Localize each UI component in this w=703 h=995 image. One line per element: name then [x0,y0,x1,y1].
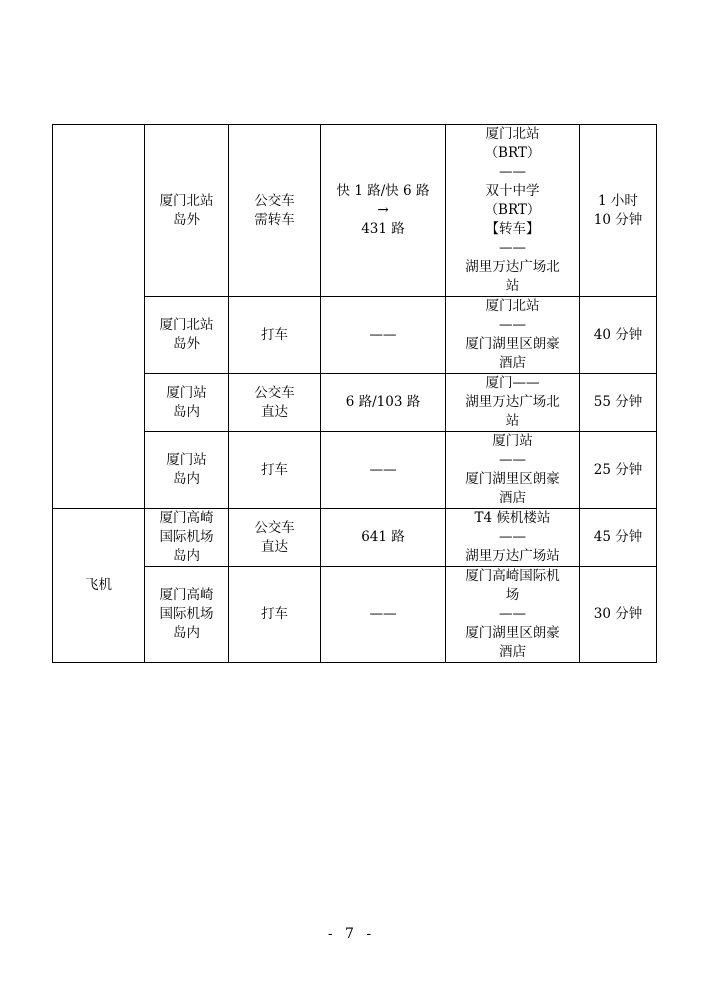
origin-line: 岛内 [173,471,200,487]
origin-line: 岛内 [173,403,200,420]
duration-cell [580,374,657,432]
route-cell [446,297,580,374]
duration-cell [580,297,657,374]
route-line: 湖里万达广场站 [465,548,560,564]
duration-line: 40 分钟 [593,326,643,343]
line-line: —— [369,606,397,622]
transport-route-table [52,124,657,663]
route-line: 站 [505,278,520,294]
origin-cell [145,567,229,663]
route-line: 厦门高崎国际机 [465,568,560,584]
route-line: 湖里万达广场北 [465,394,560,410]
method-line: 需转车 [254,211,295,228]
mode-cell [53,125,145,509]
origin-line: 国际机场 [159,529,214,545]
route-line: 场 [505,587,520,603]
method-line: 公交车 [254,519,295,536]
line-line: 431 路 [361,221,405,237]
line-cell [321,374,446,432]
line-cell [321,297,446,374]
line-line: —— [369,326,397,343]
method-line: 直达 [261,403,288,420]
origin-cell [145,374,229,432]
method-line: 打车 [261,326,288,343]
origin-line: 岛外 [173,211,200,228]
line-line: → [377,202,389,218]
table-body [53,125,657,663]
line-cell [321,509,446,567]
origin-line: 岛内 [173,625,200,641]
route-cell [446,125,580,297]
duration-line: 55 分钟 [593,394,643,410]
origin-line: 岛外 [173,336,200,352]
route-line: 【转车】 [485,221,540,237]
route-line: 厦门湖里区朗豪 [465,471,560,487]
duration-line: 1 小时 [598,192,638,209]
route-line: —— [499,452,526,468]
origin-line: 厦门北站 [159,192,214,209]
route-line: 厦门北站 [485,126,540,142]
line-line: —— [369,461,397,478]
route-line: 站 [505,413,520,429]
line-cell [321,432,446,509]
route-line: T4 候机楼站 [474,510,551,526]
page-number: - 7 - [327,926,376,942]
route-line: —— [499,529,526,545]
route-line: 双十中学 [485,183,540,199]
line-cell [321,125,446,297]
route-cell [446,374,580,432]
duration-cell [580,432,657,509]
method-line: 打车 [261,461,288,478]
line-cell [321,567,446,663]
route-line: —— [499,240,526,256]
table-row [53,509,657,567]
mode-cell: 飞机 [53,509,145,663]
duration-line: 30 分钟 [593,606,643,622]
route-line: 厦门北站 [485,298,540,314]
origin-line: 国际机场 [159,606,214,622]
route-line: （BRT） [484,145,541,161]
route-cell [446,432,580,509]
origin-line: 厦门高崎 [159,510,214,526]
origin-cell [145,432,229,509]
route-line: 厦门湖里区朗豪 [465,625,560,641]
duration-cell [580,125,657,297]
route-line: （BRT） [484,202,541,218]
method-cell [229,567,321,663]
origin-cell [145,509,229,567]
route-line: 酒店 [499,355,526,371]
origin-line: 厦门站 [166,384,207,401]
duration-line: 10 分钟 [593,211,643,228]
line-line: 641 路 [361,529,405,545]
origin-cell [145,125,229,297]
route-line: 厦门站 [492,433,533,449]
method-cell [229,432,321,509]
method-line: 公交车 [254,384,295,401]
method-cell [229,297,321,374]
table-row [53,125,657,297]
route-cell [446,567,580,663]
method-line: 公交车 [254,192,295,209]
duration-line: 45 分钟 [593,529,643,545]
line-line: 6 路/103 路 [345,394,421,410]
method-cell [229,509,321,567]
route-line: 湖里万达广场北 [465,259,560,275]
route-cell [446,509,580,567]
origin-line: 岛内 [173,548,200,564]
duration-cell [580,509,657,567]
method-line: 打车 [261,606,288,622]
duration-cell [580,567,657,663]
origin-line: 厦门站 [166,452,207,468]
route-line: 厦门—— [485,375,540,391]
method-cell [229,374,321,432]
route-line: —— [499,164,526,180]
method-cell [229,125,321,297]
line-line: 快 1 路/快 6 路 [336,183,430,199]
route-line: —— [499,606,526,622]
origin-line: 厦门高崎 [159,587,214,603]
route-line: 酒店 [499,644,526,660]
duration-line: 25 分钟 [593,461,643,478]
origin-line: 厦门北站 [159,317,214,333]
route-line: —— [499,317,526,333]
route-line: 酒店 [499,490,526,506]
origin-cell [145,297,229,374]
method-line: 直达 [261,538,288,555]
route-line: 厦门湖里区朗豪 [465,336,560,352]
